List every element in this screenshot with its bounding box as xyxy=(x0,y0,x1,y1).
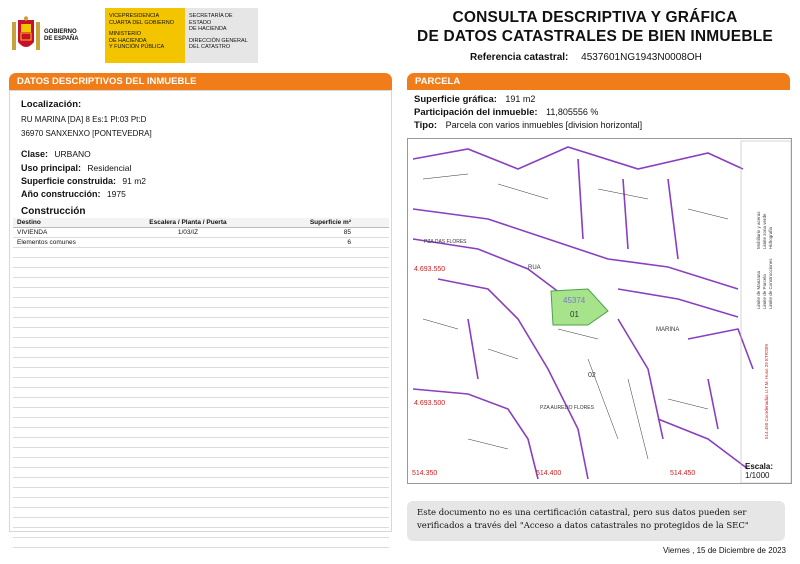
secretariat-line: DIRECCIÓN GENERAL xyxy=(189,37,248,44)
superficie-value: 91 m2 xyxy=(122,176,147,186)
empty-cell xyxy=(13,358,120,368)
table-row-empty xyxy=(13,488,389,498)
empty-cell xyxy=(13,508,120,518)
empty-cell xyxy=(13,498,120,508)
empty-cell xyxy=(13,488,120,498)
table-row-empty xyxy=(13,318,389,328)
empty-cell xyxy=(256,288,389,298)
table-row xyxy=(13,228,389,238)
map-graphic xyxy=(408,139,792,484)
superficie-row xyxy=(21,176,146,186)
government-logo-block xyxy=(8,8,258,63)
empty-cell xyxy=(13,408,120,418)
cell-destino: VIVIENDA xyxy=(13,228,120,238)
parcela-panel xyxy=(407,90,790,490)
empty-cell xyxy=(256,448,389,458)
map-street-marina: MARINA xyxy=(656,327,680,333)
participacion-label: Participación del inmueble: xyxy=(414,107,538,118)
gobierno-logo xyxy=(8,8,105,63)
ministry-line: CUARTA DEL GOBIERNO xyxy=(109,19,174,26)
map-legend-item: Limite zona verde xyxy=(762,213,767,249)
empty-cell xyxy=(13,428,120,438)
table-row-empty xyxy=(13,298,389,308)
table-row-empty xyxy=(13,448,389,458)
location-label: Localización: xyxy=(21,99,82,110)
table-row-empty xyxy=(13,438,389,448)
table-row xyxy=(13,238,389,248)
map-parcel-sub: 01 xyxy=(570,310,579,319)
empty-cell xyxy=(120,258,256,268)
superficie-grafica-value: 191 m2 xyxy=(505,94,536,104)
map-legend-item: Hidrografia xyxy=(768,226,773,249)
empty-cell xyxy=(13,438,120,448)
table-row-empty xyxy=(13,348,389,358)
empty-cell xyxy=(13,338,120,348)
empty-cell xyxy=(256,278,389,288)
empty-cell xyxy=(120,438,256,448)
map-legend-item: Limite de Parcela xyxy=(762,274,767,309)
table-row-empty xyxy=(13,328,389,338)
empty-cell xyxy=(256,268,389,278)
empty-cell xyxy=(120,338,256,348)
anio-row xyxy=(21,189,126,199)
map-street-flores: PZA DAS FLORES xyxy=(424,239,467,245)
tipo-value: Parcela con varios inmuebles [division horizontal] xyxy=(445,120,643,130)
empty-cell xyxy=(120,268,256,278)
empty-cell xyxy=(13,478,120,488)
empty-cell xyxy=(256,358,389,368)
map-coord-x3: 514.450 xyxy=(670,470,696,477)
table-row-empty xyxy=(13,478,389,488)
footer-date: Viernes , 15 de Diciembre de 2023 xyxy=(662,546,786,555)
ref-value: 4537601NG1943N0008OH xyxy=(581,52,702,63)
anio-label: Año construcción: xyxy=(21,189,101,199)
empty-cell xyxy=(13,458,120,468)
empty-cell xyxy=(13,388,120,398)
table-row-empty xyxy=(13,388,389,398)
table-row-empty xyxy=(13,358,389,368)
map-parcel-02: 02 xyxy=(588,372,596,379)
col-destino: Destino xyxy=(13,218,120,228)
empty-cell xyxy=(256,478,389,488)
scale-label: Escala: xyxy=(745,462,774,471)
clase-row xyxy=(21,149,91,159)
secretariat-line: DEL CATASTRO xyxy=(189,44,231,50)
table-row-empty xyxy=(13,408,389,418)
empty-cell xyxy=(13,288,120,298)
empty-cell xyxy=(256,538,389,548)
empty-cell xyxy=(120,248,256,258)
table-row-empty xyxy=(13,338,389,348)
empty-cell xyxy=(256,488,389,498)
table-row-empty xyxy=(13,498,389,508)
empty-cell xyxy=(13,308,120,318)
participacion-value: 11,805556 % xyxy=(546,107,599,117)
empty-cell xyxy=(256,508,389,518)
scale-value: 1/1000 xyxy=(745,471,770,480)
table-row-empty xyxy=(13,468,389,478)
cell-escalera: 1/03/IZ xyxy=(120,228,256,238)
gov-label-line: GOBIERNO xyxy=(44,28,77,35)
empty-cell xyxy=(256,388,389,398)
map-parcel-number: 45374 xyxy=(563,296,586,305)
clase-label: Clase: xyxy=(21,149,49,159)
anio-value: 1975 xyxy=(106,189,126,199)
empty-cell xyxy=(120,358,256,368)
table-row-empty xyxy=(13,378,389,388)
table-row-empty xyxy=(13,368,389,378)
empty-cell xyxy=(120,308,256,318)
cell-superficie: 6 xyxy=(256,238,389,248)
empty-cell xyxy=(120,528,256,538)
empty-cell xyxy=(256,308,389,318)
empty-cell xyxy=(256,328,389,338)
secretariat-line: DE HACIENDA xyxy=(189,26,227,32)
cell-escalera xyxy=(120,238,256,248)
empty-cell xyxy=(256,468,389,478)
empty-cell xyxy=(120,418,256,428)
secretariat-label xyxy=(185,8,258,63)
header xyxy=(0,0,800,70)
empty-cell xyxy=(13,518,120,528)
empty-cell xyxy=(120,448,256,458)
superficie-grafica-label: Superficie gráfica: xyxy=(414,94,497,105)
empty-cell xyxy=(256,258,389,268)
empty-cell xyxy=(120,278,256,288)
empty-cell xyxy=(13,268,120,278)
table-row-empty xyxy=(13,248,389,258)
disclaimer-notice: Este documento no es una certificación catastral, pero sus datos pueden ser verificados a través del "Acceso a datos catastrales no protegidos de la SEC" xyxy=(407,501,785,541)
table-row-empty xyxy=(13,518,389,528)
tipo-label: Tipo: xyxy=(414,120,438,131)
empty-cell xyxy=(256,338,389,348)
table-header-row xyxy=(13,218,389,228)
ref-label: Referencia catastral: xyxy=(470,52,569,63)
cadastral-map[interactable] xyxy=(407,138,792,484)
table-row-empty xyxy=(13,398,389,408)
empty-cell xyxy=(13,348,120,358)
empty-cell xyxy=(256,428,389,438)
secretariat-line: SECRETARÍA DE ESTADO xyxy=(189,13,233,26)
section-header-parcela: PARCELA xyxy=(407,73,790,90)
empty-cell xyxy=(120,508,256,518)
superficie-label: Superficie construida: xyxy=(21,176,117,186)
empty-cell xyxy=(256,348,389,358)
cell-superficie: 85 xyxy=(256,228,389,238)
empty-cell xyxy=(120,398,256,408)
uso-value: Residencial xyxy=(87,163,132,173)
empty-cell xyxy=(256,378,389,388)
empty-cell xyxy=(13,468,120,478)
document-title xyxy=(400,8,790,46)
empty-cell xyxy=(13,368,120,378)
empty-cell xyxy=(120,478,256,488)
empty-cell xyxy=(120,468,256,478)
empty-cell xyxy=(13,538,120,548)
table-row-empty xyxy=(13,458,389,468)
empty-cell xyxy=(120,318,256,328)
table-row-empty xyxy=(13,528,389,538)
empty-cell xyxy=(13,298,120,308)
title-line-2: DE DATOS CATASTRALES DE BIEN INMUEBLE xyxy=(417,28,773,45)
table-row-empty xyxy=(13,258,389,268)
empty-cell xyxy=(13,248,120,258)
empty-cell xyxy=(120,388,256,398)
empty-cell xyxy=(13,418,120,428)
gov-label-line: DE ESPAÑA xyxy=(44,35,79,42)
empty-cell xyxy=(256,498,389,508)
empty-cell xyxy=(120,378,256,388)
participacion-row xyxy=(414,107,598,118)
empty-cell xyxy=(120,368,256,378)
superficie-grafica-row xyxy=(414,94,535,105)
table-row-empty xyxy=(13,428,389,438)
empty-cell xyxy=(13,528,120,538)
title-line-1: CONSULTA DESCRIPTIVA Y GRÁFICA xyxy=(452,9,738,26)
location-line-2: 36970 SANXENXO [PONTEVEDRA] xyxy=(21,129,152,138)
empty-cell xyxy=(256,298,389,308)
table-row-empty xyxy=(13,278,389,288)
map-side-legend: 514.450 Coordenadas U.T.M. Huso 29 ETRS89 xyxy=(764,343,769,439)
map-coord-y1: 4.693.550 xyxy=(414,266,446,273)
map-legend-item: Limite de Manzana xyxy=(756,270,761,309)
empty-cell xyxy=(120,328,256,338)
empty-cell xyxy=(256,418,389,428)
col-superficie: Superficie m² xyxy=(256,218,389,228)
empty-cell xyxy=(13,258,120,268)
cell-destino: Elementos comunes xyxy=(13,238,120,248)
location-line-1: RU MARINA [DA] 8 Es:1 Pl:03 Pt:D xyxy=(21,115,147,124)
empty-cell xyxy=(120,498,256,508)
empty-cell xyxy=(256,398,389,408)
map-coord-x1: 514.350 xyxy=(412,470,438,477)
ministry-line: DE HACIENDA xyxy=(109,37,147,44)
empty-cell xyxy=(120,538,256,548)
empty-cell xyxy=(256,458,389,468)
empty-cell xyxy=(120,458,256,468)
empty-cell xyxy=(13,278,120,288)
empty-cell xyxy=(120,288,256,298)
table-row-empty xyxy=(13,288,389,298)
ministry-line: Y FUNCIÓN PÚBLICA xyxy=(109,44,165,50)
empty-cell xyxy=(256,318,389,328)
table-row-empty xyxy=(13,308,389,318)
empty-cell xyxy=(13,398,120,408)
map-legend-item: Limite de Construcciones xyxy=(768,258,773,309)
map-legend-item: Mobiliario y aceras xyxy=(756,211,761,249)
uso-row xyxy=(21,163,131,173)
empty-cell xyxy=(13,318,120,328)
table-row-empty xyxy=(13,418,389,428)
ministry-label xyxy=(105,8,185,63)
empty-cell xyxy=(256,248,389,258)
empty-cell xyxy=(256,368,389,378)
uso-label: Uso principal: xyxy=(21,163,82,173)
empty-cell xyxy=(13,378,120,388)
map-coord-x2: 514.400 xyxy=(536,470,562,477)
col-escalera: Escalera / Planta / Puerta xyxy=(120,218,256,228)
empty-cell xyxy=(120,488,256,498)
empty-cell xyxy=(120,428,256,438)
construccion-title: Construcción xyxy=(21,206,86,217)
ministry-line: VICEPRESIDENCIA xyxy=(109,13,160,19)
ministry-line: MINISTERIO xyxy=(109,31,142,37)
table-row-empty xyxy=(13,268,389,278)
table-row-empty xyxy=(13,508,389,518)
construccion-table xyxy=(13,218,389,548)
map-scale xyxy=(745,462,782,480)
empty-cell xyxy=(120,408,256,418)
cadastral-reference xyxy=(470,52,702,63)
empty-cell xyxy=(13,328,120,338)
empty-cell xyxy=(256,528,389,538)
clase-value: URBANO xyxy=(54,149,91,159)
map-street-rua: RUA xyxy=(528,265,541,271)
tipo-row xyxy=(414,120,642,131)
empty-cell xyxy=(120,298,256,308)
section-header-descriptive: DATOS DESCRIPTIVOS DEL INMUEBLE xyxy=(9,73,392,90)
empty-cell xyxy=(120,518,256,528)
empty-cell xyxy=(256,438,389,448)
coat-of-arms-icon xyxy=(12,16,40,56)
descriptive-panel xyxy=(9,90,392,532)
empty-cell xyxy=(256,408,389,418)
map-street-aurelio: PZA AURELIO FLORES xyxy=(540,405,594,411)
empty-cell xyxy=(13,448,120,458)
empty-cell xyxy=(256,518,389,528)
table-row-empty xyxy=(13,538,389,548)
map-coord-y2: 4.693.500 xyxy=(414,400,446,407)
empty-cell xyxy=(120,348,256,358)
